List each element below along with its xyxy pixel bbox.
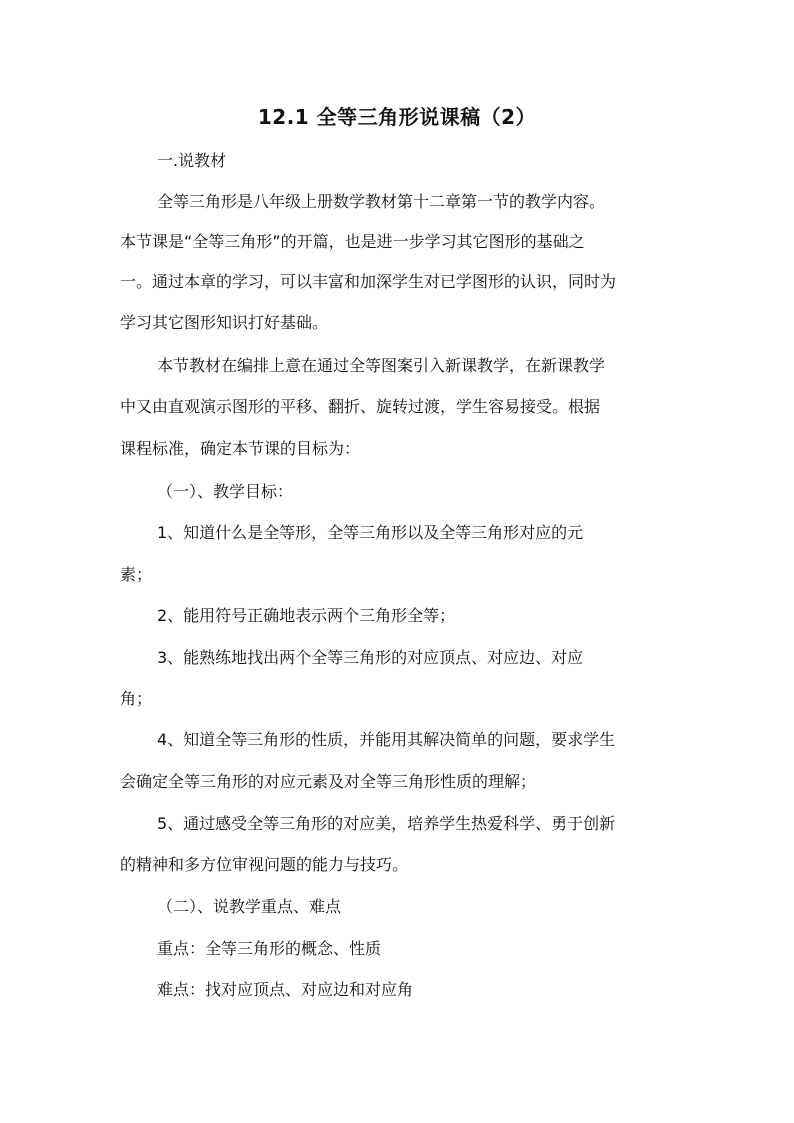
objective-item: 2、能用符号正确地表示两个三角形全等； — [157, 606, 456, 625]
objective-item-continued: 素； — [120, 565, 153, 584]
document-title: 12.1 全等三角形说课稿（2） — [257, 105, 537, 129]
paragraph-line: 学习其它图形知识打好基础。 — [120, 313, 329, 332]
paragraph-line: 本节课是“全等三角形”的开篇，也是进一步学习其它图形的基础之 — [120, 232, 585, 251]
objective-item: 1、知道什么是全等形，全等三角形以及全等三角形对应的元 — [157, 523, 584, 542]
paragraph-line: 一。通过本章的学习，可以丰富和加深学生对已学图形的认识，同时为 — [120, 272, 617, 291]
objective-item: 4、知道全等三角形的性质，并能用其解决简单的问题，要求学生 — [157, 730, 616, 749]
objective-item-continued: 会确定全等三角形的对应元素及对全等三角形性质的理解； — [120, 772, 537, 791]
difficult-point-line: 难点：找对应顶点、对应边和对应角 — [157, 980, 414, 999]
objective-item: 3、能熟练地找出两个全等三角形的对应顶点、对应边、对应 — [157, 648, 584, 667]
section-heading-key-points: （二）、说教学重点、难点 — [157, 897, 342, 916]
paragraph-line: 全等三角形是八年级上册数学教材第十二章第一节的教学内容。 — [157, 192, 606, 211]
key-point-line: 重点：全等三角形的概念、性质 — [157, 939, 382, 958]
section-heading-objectives: （一）、教学目标： — [157, 482, 294, 501]
objective-item-continued: 角； — [120, 689, 153, 708]
paragraph-line: 本节教材在编排上意在通过全等图案引入新课教学，在新课教学 — [157, 356, 606, 375]
objective-item: 5、通过感受全等三角形的对应美，培养学生热爱科学、勇于创新 — [157, 814, 616, 833]
section-heading-textbook: 一.说教材 — [157, 151, 227, 170]
paragraph-line: 中又由直观演示图形的平移、翻折、旋转过渡，学生容易接受。根据 — [120, 397, 601, 416]
paragraph-line: 课程标准，确定本节课的目标为： — [120, 439, 361, 458]
objective-item-continued: 的精神和多方位审视问题的能力与技巧。 — [120, 855, 409, 874]
